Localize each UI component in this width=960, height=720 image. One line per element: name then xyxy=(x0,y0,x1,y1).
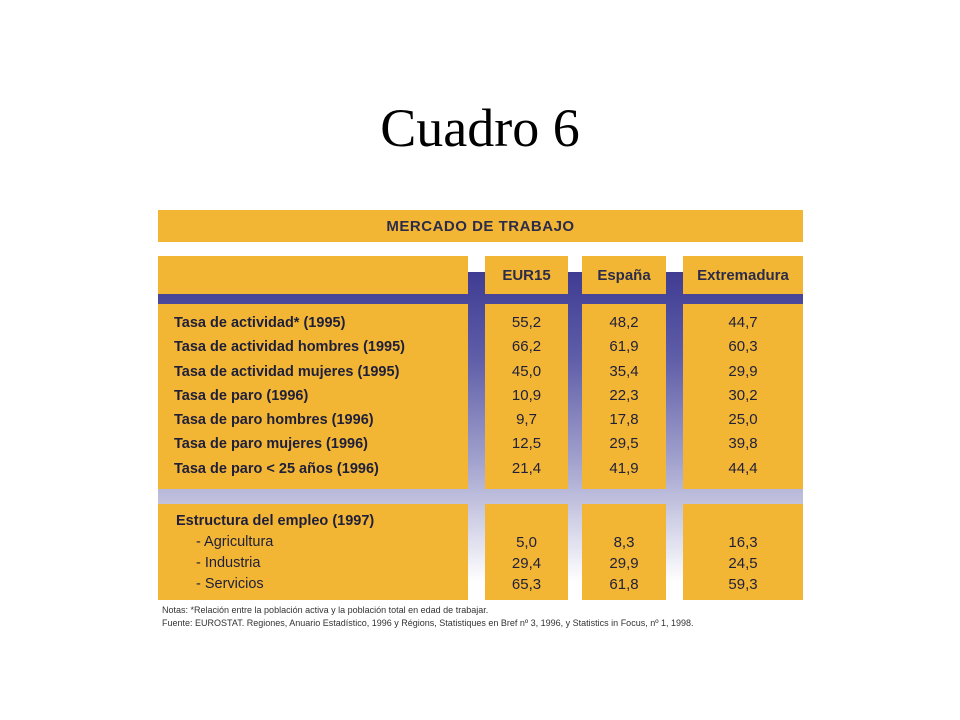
employment-labels xyxy=(196,532,273,595)
slide-title: Cuadro 6 xyxy=(380,98,580,158)
extremadura-values xyxy=(683,311,803,481)
table-cell: 60,3 xyxy=(728,338,758,356)
table-cell: 29,9 xyxy=(609,555,639,572)
table-cell: 9,7 xyxy=(516,411,537,429)
table-cell: 10,9 xyxy=(511,386,542,404)
table-cell: 65,3 xyxy=(511,576,542,593)
row-label: - Servicios xyxy=(196,576,264,592)
table-cell: 30,2 xyxy=(728,386,758,404)
table-cell: 45,0 xyxy=(511,362,542,380)
row-label: Tasa de paro < 25 años (1996) xyxy=(174,460,379,477)
row-labels xyxy=(174,311,405,481)
notes-text: Notas: *Relación entre la población activa y la población total en edad de trabajar. xyxy=(162,605,489,615)
table-cell: 55,2 xyxy=(511,314,542,331)
labor-market-table xyxy=(158,210,803,636)
table-cell: 61,8 xyxy=(609,576,639,593)
table-cell: 12,5 xyxy=(511,435,542,453)
table-cell: 29,9 xyxy=(728,362,758,380)
eur15-values xyxy=(485,311,568,481)
table-cell: 22,3 xyxy=(609,386,639,404)
espana-values xyxy=(582,311,666,481)
table-cell: 41,9 xyxy=(609,459,639,477)
column-header-extremadura: Extremadura xyxy=(683,256,803,294)
row-label: Tasa de actividad hombres (1995) xyxy=(174,339,406,356)
employment-extremadura-values xyxy=(683,532,803,595)
employment-eur15-values xyxy=(485,532,568,595)
table-cell: 21,4 xyxy=(511,459,542,477)
row-label: Tasa de paro hombres (1996) xyxy=(174,412,374,429)
table-cell: 16,3 xyxy=(728,534,758,551)
row-label: Tasa de paro mujeres (1996) xyxy=(174,436,368,453)
table-cell: 29,4 xyxy=(511,555,542,572)
table-cell: 48,2 xyxy=(609,314,639,331)
table-notes xyxy=(162,604,694,630)
table-cell: 17,8 xyxy=(609,411,639,429)
employment-espana-values xyxy=(582,532,666,595)
column-header-eur15: EUR15 xyxy=(485,256,568,294)
table-title: MERCADO DE TRABAJO xyxy=(158,210,803,242)
row-label: - Industria xyxy=(196,555,261,571)
employment-title: Estructura del empleo (1997) xyxy=(176,513,375,529)
table-cell: 25,0 xyxy=(728,411,758,429)
table-cell: 44,7 xyxy=(728,314,758,331)
table-cell: 61,9 xyxy=(609,338,639,356)
row-label: Tasa de actividad mujeres (1995) xyxy=(174,363,400,380)
table-cell: 59,3 xyxy=(728,576,758,593)
source-text: Fuente: EUROSTAT. Regiones, Anuario Estadístico, 1996 y Régions, Statistiques en Bref nº 3, 1996, y Statistics in Focus, nº 1, 1998. xyxy=(162,618,694,628)
table-cell: 29,5 xyxy=(609,435,639,453)
column-header-espana: España xyxy=(582,256,666,294)
row-label: - Agricultura xyxy=(196,534,274,550)
table-cell: 39,8 xyxy=(728,435,758,453)
row-header-blank xyxy=(158,256,468,294)
table-cell: 24,5 xyxy=(728,555,758,572)
table-cell: 8,3 xyxy=(613,534,635,551)
table-cell: 66,2 xyxy=(511,338,542,356)
row-label: Tasa de actividad* (1995) xyxy=(174,315,346,331)
table-cell: 44,4 xyxy=(728,459,758,477)
table-cell: 35,4 xyxy=(609,362,639,380)
table-cell: 5,0 xyxy=(516,534,537,551)
row-label: Tasa de paro (1996) xyxy=(174,387,309,404)
